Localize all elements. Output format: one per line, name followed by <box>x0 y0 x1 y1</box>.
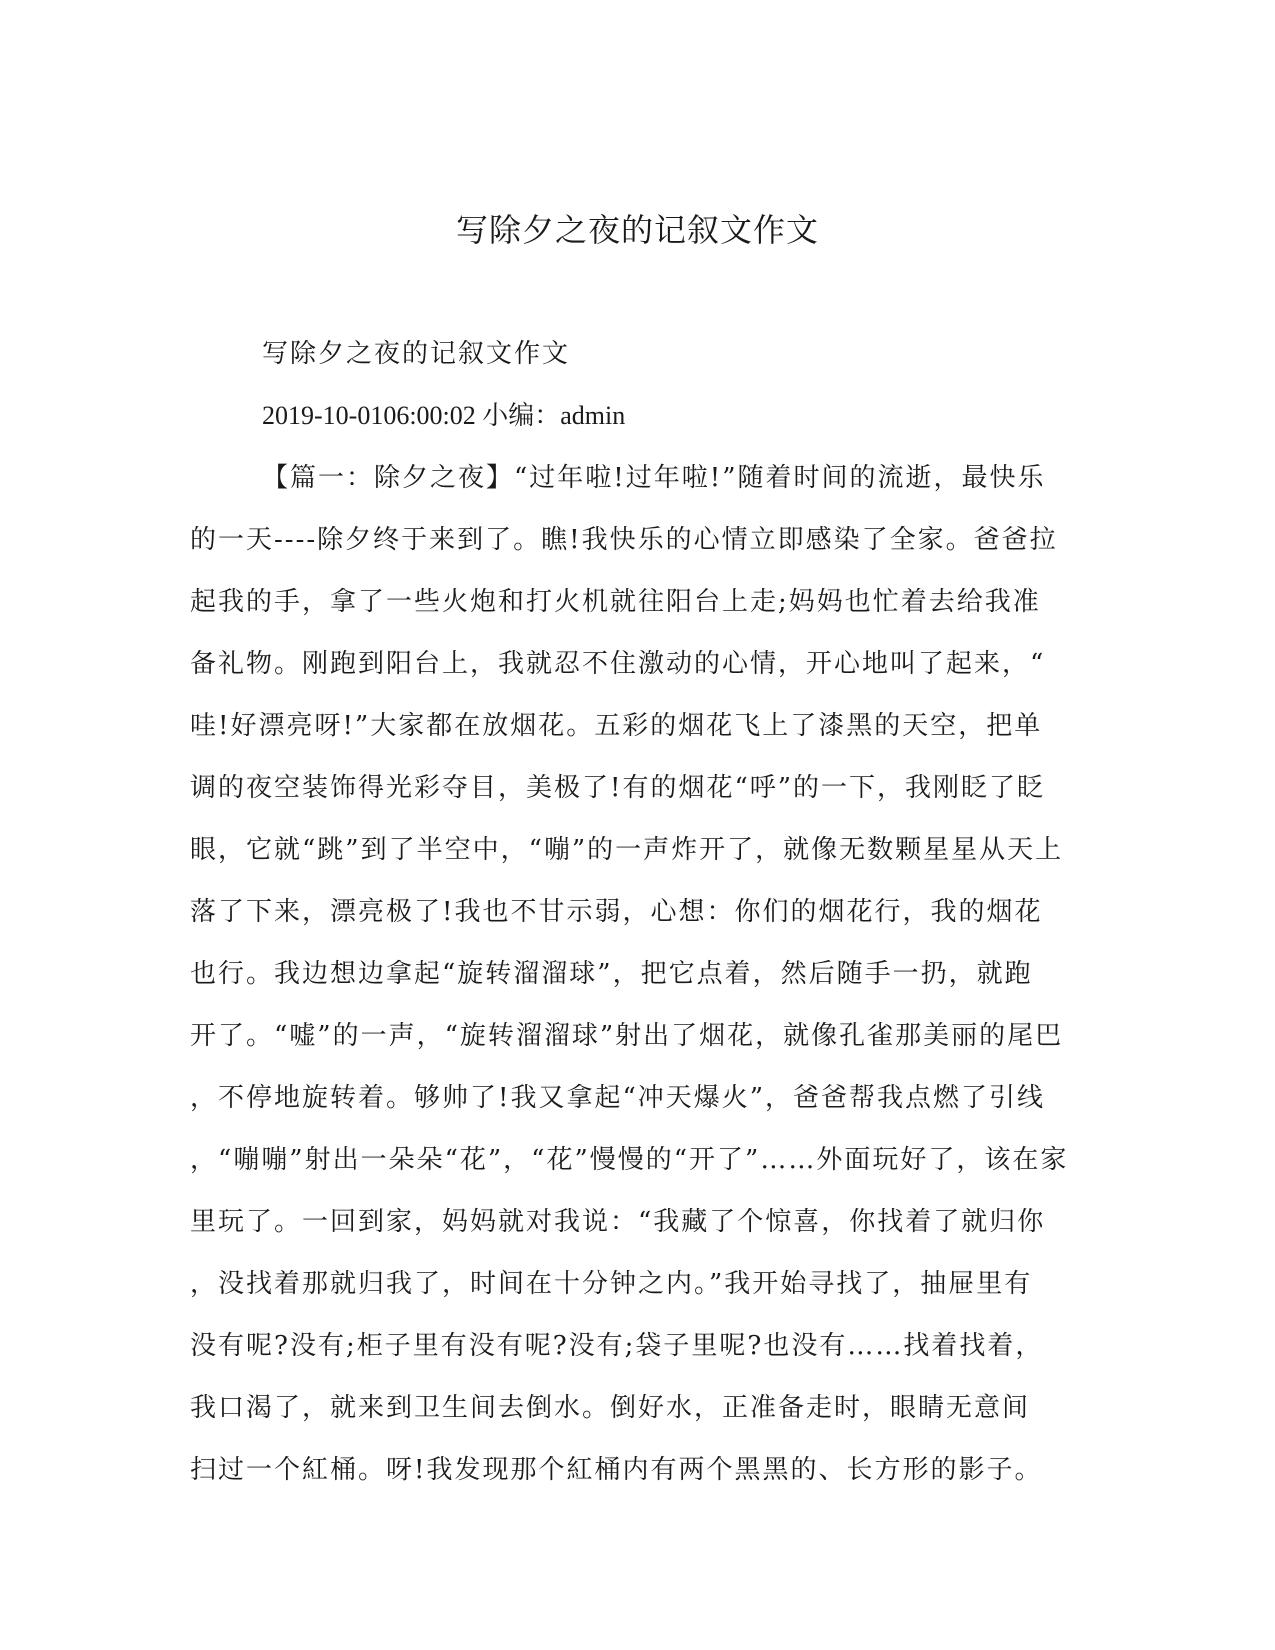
article-subtitle: 写除夕之夜的记叙文作文 <box>262 339 571 369</box>
paragraph-line: 【篇一：除夕之夜】“过年啦!过年啦!”随着时间的流逝，最快乐 <box>262 463 1046 493</box>
paragraph-line: ，没找着那就归我了，时间在十分钟之内。”我开始寻找了，抽屉里有 <box>190 1269 1033 1299</box>
document-body <box>190 334 1085 1512</box>
paragraph-line: 开了。“嘘”的一声，“旋转溜溜球”射出了烟花，就像孔雀那美丽的尾巴 <box>190 1021 1064 1051</box>
paragraph-line: 落了下来，漂亮极了!我也不甘示弱，心想：你们的烟花行，我的烟花 <box>190 897 1043 927</box>
paragraph-line: 眼，它就“跳”到了半空中，“嘣”的一声炸开了，就像无数颗星星从天上 <box>190 835 1064 865</box>
paragraph-line: 也行。我边想边拿起“旋转溜溜球”，把它点着，然后随手一扔，就跑 <box>190 959 1033 989</box>
paragraph-line: 没有呢?没有;柜子里有没有呢?没有;袋子里呢?也没有……找着找着， <box>190 1331 1044 1361</box>
paragraph-line: ，“嘣嘣”射出一朵朵“花”，“花”慢慢的“开了”……外面玩好了，该在家 <box>190 1145 1069 1175</box>
paragraph-line: 哇!好漂亮呀!”大家都在放烟花。五彩的烟花飞上了漆黑的天空，把单 <box>190 711 1043 741</box>
paragraph-line: 备礼物。刚跑到阳台上，我就忍不住激动的心情，开心地叫了起来，“ <box>190 649 1046 679</box>
paragraph-line: ，不停地旋转着。够帅了!我又拿起“冲天爆火”，爸爸帮我点燃了引线 <box>190 1083 1046 1113</box>
article-meta: 2019-10-0106:00:02 小编：admin <box>262 401 626 430</box>
paragraph-line: 调的夜空装饰得光彩夺目，美极了!有的烟花“呼”的一下，我刚眨了眨 <box>190 773 1046 803</box>
paragraph-line: 里玩了。一回到家，妈妈就对我说：“我藏了个惊喜，你找着了就归你 <box>190 1207 1046 1237</box>
paragraph-line: 起我的手，拿了一些火炮和打火机就往阳台上走;妈妈也忙着去给我准 <box>190 587 1041 617</box>
paragraph-line: 我口渴了，就来到卫生间去倒水。倒好水，正准备走时，眼睛无意间 <box>190 1393 1031 1423</box>
document-title: 写除夕之夜的记叙文作文 <box>455 211 819 249</box>
paragraph-line: 扫过一个紅桶。呀!我发现那个紅桶内有两个黑黑的、长方形的影子。 <box>190 1455 1043 1485</box>
paragraph-line: 的一天----除夕终于来到了。瞧!我快乐的心情立即感染了全家。爸爸拉 <box>190 525 1058 555</box>
